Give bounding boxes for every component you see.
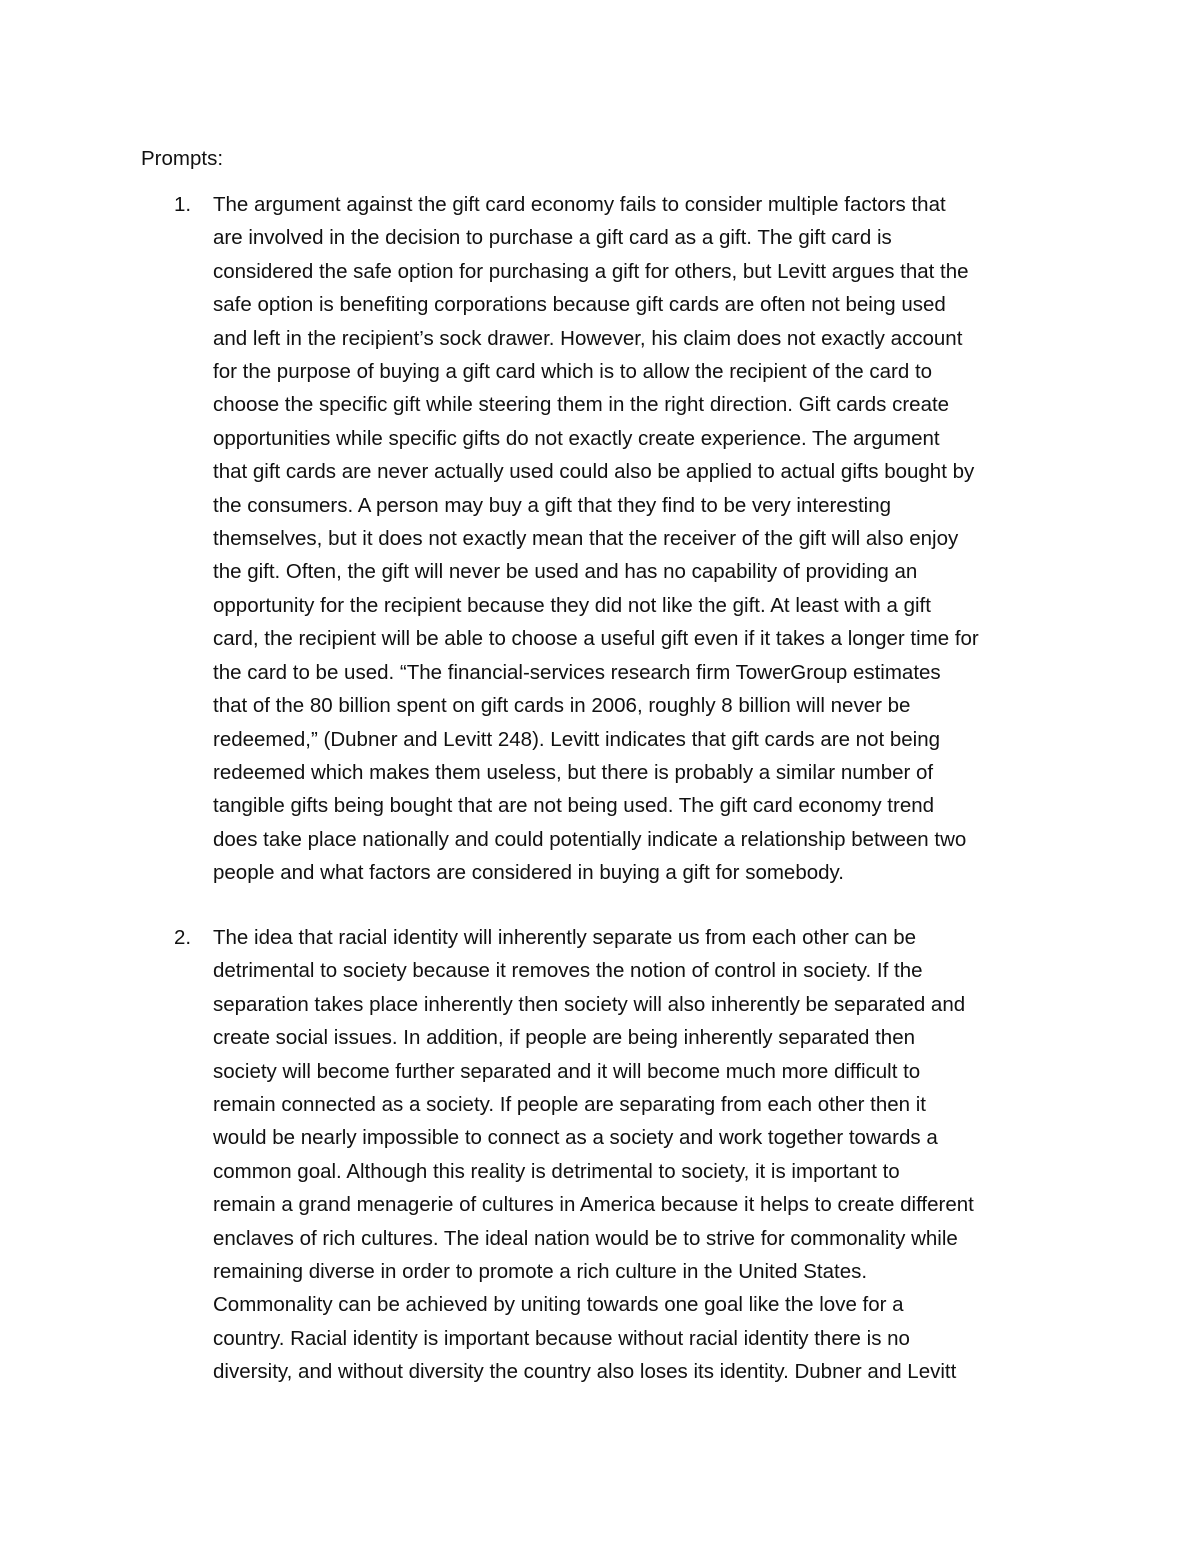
text-line: would be nearly impossible to connect as a society and work together towards a [213, 1126, 938, 1150]
text-line: choose the specific gift while steering them in the right direction. Gift cards create [213, 393, 950, 417]
item-paragraph [213, 188, 1081, 890]
text-line: card, the recipient will be able to choose a useful gift even if it takes a longer time for [213, 627, 979, 651]
text-line: remain connected as a society. If people are separating from each other then it [213, 1093, 926, 1117]
text-line: safe option is benefiting corporations because gift cards are often not being used [213, 293, 946, 317]
text-line: tangible gifts being bought that are not being used. The gift card economy trend [213, 794, 935, 818]
prompt-item-2 [141, 921, 1081, 1389]
text-line: themselves, but it does not exactly mean that the receiver of the gift will also enjoy [213, 527, 959, 551]
text-line: the consumers. A person may buy a gift that they find to be very interesting [213, 493, 892, 517]
item-number: 1. [174, 193, 192, 216]
text-line: that of the 80 billion spent on gift cards in 2006, roughly 8 billion will never be [213, 694, 911, 718]
text-line: that gift cards are never actually used could also be applied to actual gifts bought by [213, 460, 975, 484]
text-line: are involved in the decision to purchase a gift card as a gift. The gift card is [213, 226, 892, 250]
prompts-heading: Prompts: [141, 147, 224, 170]
text-line: redeemed,” (Dubner and Levitt 248). Levitt indicates that gift cards are not being [213, 727, 941, 751]
text-line: remaining diverse in order to promote a rich culture in the United States. [213, 1260, 868, 1284]
text-line: opportunity for the recipient because they did not like the gift. At least with a gift [213, 593, 931, 617]
text-line: redeemed which makes them useless, but there is probably a similar number of [213, 760, 934, 784]
text-line: The idea that racial identity will inherently separate us from each other can be [213, 926, 917, 949]
text-line: the card to be used. “The financial-services research firm TowerGroup estimates [213, 660, 941, 684]
text-line: Commonality can be achieved by uniting towards one goal like the love for a [213, 1293, 904, 1317]
text-line: common goal. Although this reality is detrimental to society, it is important to [213, 1159, 900, 1183]
text-line: The argument against the gift card economy fails to consider multiple factors that [213, 193, 946, 216]
text-line: create social issues. In addition, if people are being inherently separated then [213, 1026, 916, 1050]
text-line: detrimental to society because it removes the notion of control in society. If the [213, 959, 923, 983]
text-line: remain a grand menagerie of cultures in America because it helps to create different [213, 1193, 974, 1217]
text-line: for the purpose of buying a gift card which is to allow the recipient of the card to [213, 360, 933, 384]
text-line: considered the safe option for purchasing a gift for others, but Levitt argues that the [213, 259, 969, 283]
text-line: separation takes place inherently then society will also inherently be separated and [213, 992, 966, 1016]
text-line: enclaves of rich cultures. The ideal nation would be to strive for commonality while [213, 1226, 958, 1250]
item-number: 2. [174, 926, 192, 949]
text-line: people and what factors are considered in buying a gift for somebody. [213, 861, 844, 885]
text-line: the gift. Often, the gift will never be used and has no capability of providing an [213, 560, 918, 584]
text-line: country. Racial identity is important because without racial identity there is no [213, 1326, 910, 1350]
item-paragraph [213, 921, 1081, 1389]
text-line: and left in the recipient’s sock drawer. However, his claim does not exactly account [213, 326, 963, 350]
text-line: opportunities while specific gifts do not exactly create experience. The argument [213, 426, 940, 450]
prompt-item-1 [141, 188, 1081, 890]
text-line: society will become further separated and it will become much more difficult to [213, 1059, 921, 1083]
text-line: diversity, and without diversity the country also loses its identity. Dubner and Levitt [213, 1360, 957, 1384]
text-line: does take place nationally and could potentially indicate a relationship between two [213, 827, 967, 851]
